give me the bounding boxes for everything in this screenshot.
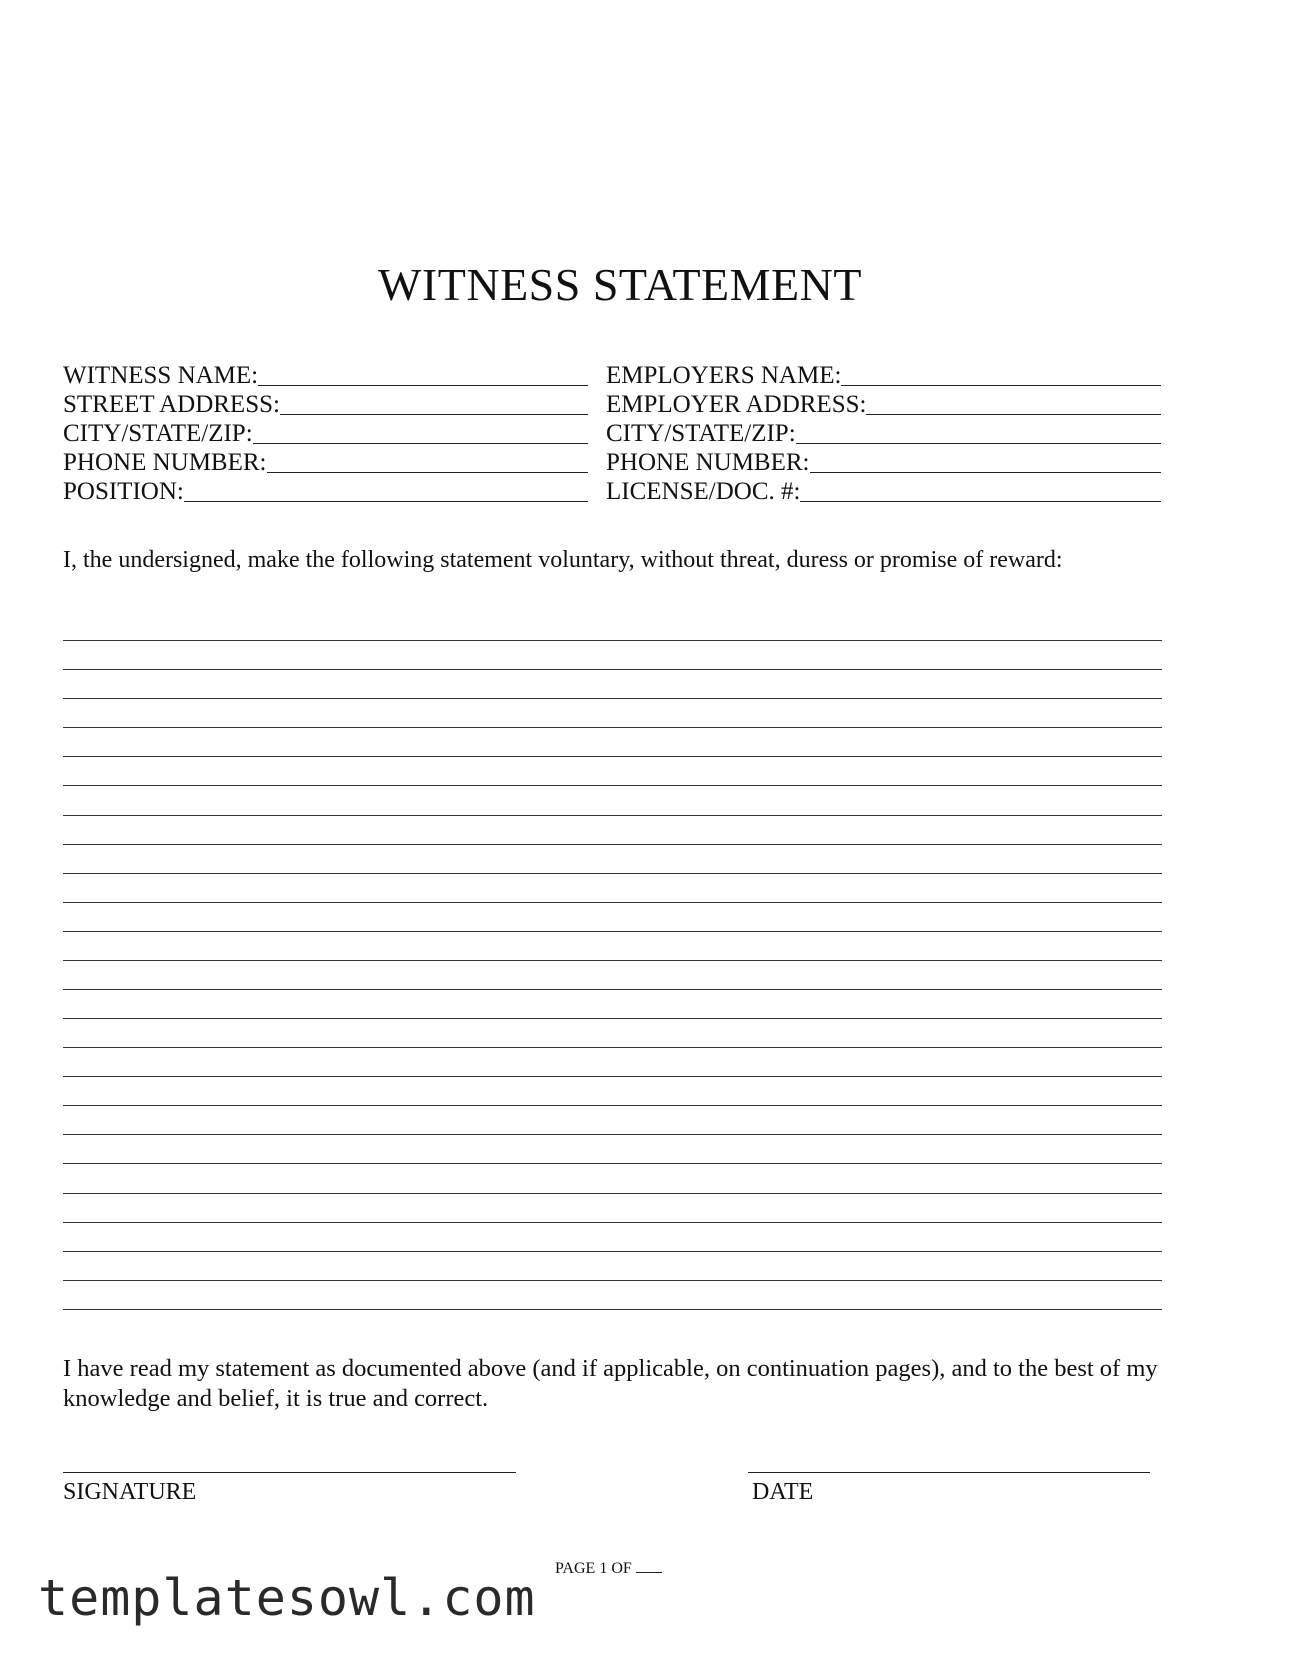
attestation-text: I have read my statement as documented above (and if applicable, on continuation pages), and to the best of my knowledge and belief, it is true and correct. — [63, 1355, 1158, 1412]
witness-phone-blank[interactable] — [267, 472, 589, 473]
statement-line[interactable] — [63, 845, 1162, 874]
position-label: POSITION: — [63, 478, 184, 505]
statement-line[interactable] — [63, 990, 1162, 1019]
date-line[interactable] — [748, 1472, 1150, 1473]
employers-name-field[interactable] — [606, 360, 1161, 388]
statement-line[interactable] — [63, 670, 1162, 699]
statement-line[interactable] — [63, 1252, 1162, 1281]
statement-line[interactable] — [63, 932, 1162, 961]
statement-line[interactable] — [63, 961, 1162, 990]
employer-city-state-zip-blank[interactable] — [796, 443, 1161, 444]
employer-city-state-zip-field[interactable] — [606, 418, 1161, 446]
witness-phone-label: PHONE NUMBER: — [63, 449, 267, 476]
street-address-label: STREET ADDRESS: — [63, 391, 280, 418]
statement-line[interactable] — [63, 757, 1162, 786]
license-doc-label: LICENSE/DOC. #: — [606, 478, 801, 505]
statement-line[interactable] — [63, 1019, 1162, 1048]
license-doc-field[interactable] — [606, 476, 1161, 504]
witness-name-blank[interactable] — [258, 385, 588, 386]
employer-address-blank[interactable] — [866, 414, 1161, 415]
watermark-text: templatesowl.com — [38, 1569, 536, 1627]
page-number-label: PAGE 1 OF — [555, 1560, 632, 1577]
employer-address-label: EMPLOYER ADDRESS: — [606, 391, 867, 418]
page-number — [555, 1561, 662, 1577]
document-title: WITNESS STATEMENT — [378, 259, 862, 310]
statement-line[interactable] — [63, 874, 1162, 903]
employer-city-state-zip-label: CITY/STATE/ZIP: — [606, 420, 796, 447]
statement-line[interactable] — [63, 1135, 1162, 1164]
signature-label: SIGNATURE — [63, 1479, 197, 1505]
employer-phone-field[interactable] — [606, 447, 1161, 475]
statement-line[interactable] — [63, 728, 1162, 757]
statement-line[interactable] — [63, 816, 1162, 845]
page-total-blank — [636, 1572, 662, 1573]
statement-line[interactable] — [63, 1281, 1162, 1310]
statement-line[interactable] — [63, 1223, 1162, 1252]
statement-intro: I, the undersigned, make the following statement voluntary, without threat, duress or promise of reward: — [63, 547, 1063, 573]
witness-city-state-zip-blank[interactable] — [253, 443, 588, 444]
license-doc-blank[interactable] — [800, 501, 1161, 502]
statement-line[interactable] — [63, 699, 1162, 728]
signature-line[interactable] — [63, 1472, 516, 1473]
statement-line[interactable] — [63, 641, 1162, 670]
statement-line[interactable] — [63, 1194, 1162, 1223]
witness-name-label: WITNESS NAME: — [63, 362, 259, 389]
employers-name-blank[interactable] — [841, 385, 1161, 386]
employers-name-label: EMPLOYERS NAME: — [606, 362, 842, 389]
employer-address-field[interactable] — [606, 389, 1161, 417]
statement-lines[interactable] — [63, 612, 1162, 1310]
position-blank[interactable] — [184, 501, 588, 502]
statement-line[interactable] — [63, 612, 1162, 641]
witness-city-state-zip-field[interactable] — [63, 418, 588, 446]
statement-line[interactable] — [63, 1164, 1162, 1193]
witness-city-state-zip-label: CITY/STATE/ZIP: — [63, 420, 253, 447]
street-address-blank[interactable] — [280, 414, 588, 415]
employer-phone-label: PHONE NUMBER: — [606, 449, 810, 476]
street-address-field[interactable] — [63, 389, 588, 417]
statement-line[interactable] — [63, 1106, 1162, 1135]
position-field[interactable] — [63, 476, 588, 504]
statement-line[interactable] — [63, 903, 1162, 932]
statement-line[interactable] — [63, 1077, 1162, 1106]
witness-phone-field[interactable] — [63, 447, 588, 475]
statement-line[interactable] — [63, 786, 1162, 815]
witness-name-field[interactable] — [63, 360, 588, 388]
employer-phone-blank[interactable] — [810, 472, 1162, 473]
statement-line[interactable] — [63, 1048, 1162, 1077]
date-label: DATE — [752, 1479, 814, 1505]
